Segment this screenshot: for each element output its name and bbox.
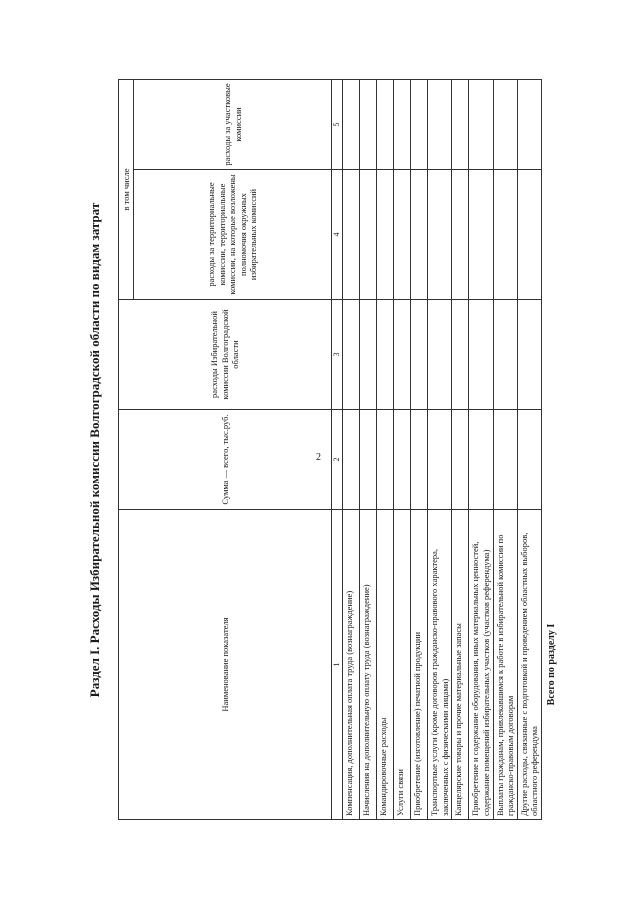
- header-precinct-expenses: расходы за участковые комиссии: [134, 79, 332, 169]
- table-row: [452, 79, 469, 819]
- rotated-page-content: [82, 70, 562, 830]
- column-number: 2: [332, 410, 343, 510]
- row-label: Услуги связи: [394, 510, 411, 820]
- header-territorial-expenses: расходы за территориальные комиссии, территориальные комиссии, на которые возложены полномочия окружных избирательных комиссий: [134, 170, 332, 300]
- expenses-table: [118, 79, 560, 820]
- header-in-total: в том числе: [119, 79, 134, 299]
- row-label: Приобретение (изготовление) печатной продукции: [411, 510, 428, 820]
- total-label: Всего по разделу I: [546, 623, 557, 706]
- column-number: 5: [332, 79, 343, 169]
- row-label: Приобретение и содержание оборудования, иных материальных ценностей, содержание помещений избирательных участков (участков референдума): [469, 510, 493, 820]
- row-label: Другие расходы, связанные с подготовкой и проведением областных выборов, областного референдума: [517, 510, 541, 820]
- table-row: [469, 79, 493, 819]
- table-row: [411, 79, 428, 819]
- header-indicator-name: Наименование показателя: [119, 510, 332, 820]
- column-number: 4: [332, 170, 343, 300]
- table-row: [517, 79, 541, 819]
- table-row: [428, 79, 452, 819]
- table-row: [360, 79, 377, 819]
- row-label: Компенсация, дополнительная оплата труда (вознаграждение): [343, 510, 360, 820]
- total-row: [542, 79, 560, 819]
- row-label: Командировочные расходы: [377, 510, 394, 820]
- row-label: Транспортные услуги (кроме договоров гражданско-правового характера, заключенных с физическими лицами): [428, 510, 452, 820]
- page-number: 2: [316, 452, 321, 463]
- header-commission-expenses: расходы Избирательной комиссии Волгоградской области: [119, 300, 332, 410]
- table-header-row: [119, 79, 134, 819]
- table-row: [493, 79, 517, 819]
- table-row: [377, 79, 394, 819]
- row-label: Выплаты гражданам, привлекавшимся к работе в избирательной комиссии по гражданско-правовым договорам: [493, 510, 517, 820]
- column-number: 1: [332, 510, 343, 820]
- row-label: Начисления на дополнительную оплату труда (вознаграждение): [360, 510, 377, 820]
- table-row: [343, 79, 360, 819]
- section-title: Раздел I. Расходы Избирательной комиссии Волгоградской области по видам затрат: [87, 202, 102, 698]
- table-row: [394, 79, 411, 819]
- column-numbers-row: [332, 79, 343, 819]
- column-number: 3: [332, 300, 343, 410]
- row-label: Канцелярские товары и прочие материальные запасы: [452, 510, 469, 820]
- header-total-sum: Сумма — всего, тыс.руб.: [119, 410, 332, 510]
